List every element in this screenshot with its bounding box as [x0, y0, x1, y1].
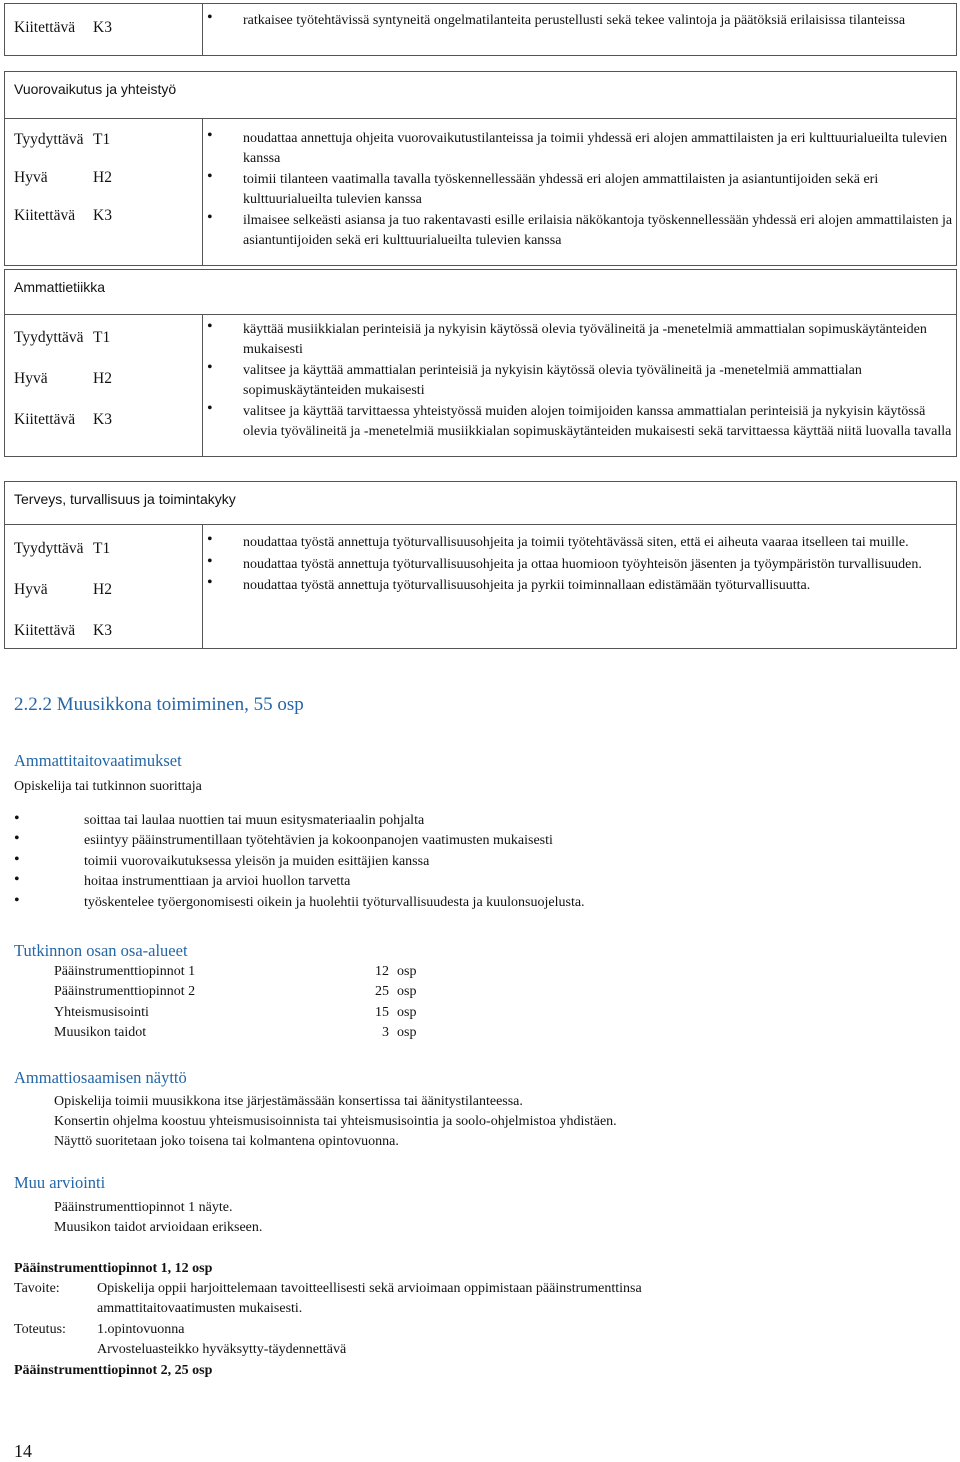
other-line: Pääinstrumenttiopinnot 1 näyte.	[54, 1200, 233, 1215]
criterion-item: • valitsee ja käyttää ammattialan perinteisiä ja nykyisin käytössä olevia työvälineitä ja -menetelmiä ammattialan sopimuskäytänteiden mukaisesti	[243, 361, 956, 400]
other-line: Muusikon taidot arvioidaan erikseen.	[54, 1220, 263, 1235]
criterion-item: • noudattaa työstä annettuja työturvallisuusohjeita ja pyrkii toiminnallaan edistämään työturvallisuutta.	[243, 576, 956, 596]
criteria-table-ammattietiikka	[4, 269, 957, 457]
skill-item: • esiintyy pääinstrumentillaan työtehtävien ja kokoonpanojen vaatimusten mukaisesti	[14, 831, 585, 851]
criterion-item: • valitsee ja käyttää tarvittaessa yhteistyössä muiden alojen toimijoiden kanssa ammattialan perinteisiä ja nykyisin käytössä olevia työvälineitä ja -menetelmiä musiikkialan sopimuskäytänteiden mukaisesti sekä tarvittaessa käyttää niitä luovalla tavalla	[243, 402, 956, 441]
level-code: K3	[93, 411, 112, 428]
course2-title: Pääinstrumenttiopinnot 2, 25 osp	[14, 1363, 213, 1378]
level-cell	[5, 315, 203, 457]
level-label: Kiitettävä	[14, 19, 76, 36]
level-cell	[5, 4, 203, 56]
level-label: Tyydyttävä	[14, 329, 84, 346]
criteria-cell	[203, 315, 957, 457]
level-code: K3	[93, 207, 112, 224]
skills-title: Ammattitaitovaatimukset	[14, 751, 182, 770]
area-name: Pääinstrumenttiopinnot 2	[54, 984, 196, 1000]
area-row	[54, 1003, 416, 1023]
level-label: Kiitettävä	[14, 622, 76, 639]
skills-intro: Opiskelija tai tutkinnon suorittaja	[14, 779, 202, 794]
level-code: K3	[93, 622, 112, 639]
demo-line: Näyttö suoritetaan joko toisena tai kolmantena opintovuonna.	[54, 1134, 399, 1149]
criteria-cell	[203, 525, 957, 649]
area-value: 25	[375, 984, 389, 1000]
level-code: H2	[93, 370, 112, 387]
course1-title: Pääinstrumenttiopinnot 1, 12 osp	[14, 1261, 213, 1276]
course1-goal-label: Tavoite:	[14, 1281, 60, 1296]
skill-item: • hoitaa instrumenttiaan ja arvioi huollon tarvetta	[14, 872, 585, 892]
area-name: Yhteismusisointi	[54, 1004, 149, 1020]
area-row	[54, 1023, 416, 1043]
section-heading: 2.2.2 Muusikkona toimiminen, 55 osp	[14, 694, 304, 715]
criterion-item: • noudattaa työstä annettuja työturvallisuusohjeita ja ottaa huomioon työyhteisön jäsenten ja työympäristön turvallisuuden.	[243, 555, 956, 575]
course1-goal-text	[97, 1279, 642, 1319]
area-value: 15	[375, 1004, 389, 1020]
criterion-item: • käyttää musiikkialan perinteisiä ja nykyisin käytössä olevia työvälineitä ja -menetelmiä ammattialan sopimuskäytänteiden mukaisesti	[243, 320, 956, 359]
page-number: 14	[14, 1441, 32, 1461]
area-unit: osp	[397, 1004, 417, 1020]
level-label: Kiitettävä	[14, 207, 76, 224]
areas-title: Tutkinnon osan osa-alueet	[14, 941, 188, 960]
other-title: Muu arviointi	[14, 1173, 106, 1192]
criterion-item: • noudattaa annettuja ohjeita vuorovaikutustilanteissa ja toimii yhdessä eri alojen ammattilaisten ja eri kulttuurialueilta tulevien kanssa	[243, 129, 956, 168]
criterion-item: • toimii tilanteen vaatimalla tavalla työskennellessään yhdessä eri alojen ammattilaisten ja asiantuntijoiden sekä eri kulttuurialueilta tulevien kanssa	[243, 170, 956, 209]
course1-goal-line: ammattitaitovaatimusten mukaisesti.	[97, 1301, 303, 1316]
criterion-item: • ilmaisee selkeästi asiansa ja tuo rakentavasti esille erilaisia näkökantoja työskennellessään yhdessä eri alojen ammattilaisten ja asiantuntijoiden sekä eri kulttuurialueilta tulevien kanssa	[243, 211, 956, 250]
other-text	[54, 1198, 262, 1238]
criteria-cell	[203, 119, 957, 266]
level-label: Tyydyttävä	[14, 131, 84, 148]
area-row	[54, 962, 416, 982]
area-name: Pääinstrumenttiopinnot 1	[54, 964, 196, 979]
area-unit: osp	[397, 1025, 417, 1041]
area-value: 3	[382, 1025, 389, 1041]
criteria-table-top	[4, 3, 957, 56]
course1-impl-line: 1.opintovuonna	[97, 1322, 185, 1337]
criterion-item: • ratkaisee työtehtävissä syntyneitä ongelmatilanteita perustellusti sekä tekee valintoja ja päätöksiä erilaisissa tilanteissa	[243, 11, 956, 31]
area-name: Muusikon taidot	[54, 1025, 147, 1041]
criterion-item: • noudattaa työstä annettuja työturvallisuusohjeita ja toimii työtehtävässä siten, että ei aiheuta vaaraa itselleen tai muille.	[243, 533, 956, 553]
section-title: Ammattietiikka	[5, 270, 957, 315]
demo-title: Ammattiosaamisen näyttö	[14, 1068, 187, 1087]
level-cell	[5, 119, 203, 266]
areas-list	[54, 962, 416, 1044]
level-label: Hyvä	[14, 370, 48, 387]
skills-list	[14, 811, 585, 913]
level-code: T1	[93, 329, 111, 346]
level-label: Hyvä	[14, 169, 48, 186]
level-code: T1	[93, 131, 111, 148]
criteria-table-terveys	[4, 481, 957, 649]
level-code: K3	[93, 19, 112, 36]
area-row	[54, 982, 416, 1002]
level-label: Hyvä	[14, 581, 48, 598]
criteria-cell	[203, 4, 957, 56]
course1-goal-line: Opiskelija oppii harjoittelemaan tavoitteellisesti sekä arvioimaan oppimistaan pääinstrumenttinsa	[97, 1281, 642, 1296]
demo-line: Opiskelija toimii muusikkona itse järjestämässään konsertissa tai äänitystilanteessa.	[54, 1094, 523, 1109]
criteria-table-vuorovaikutus	[4, 71, 957, 266]
skill-item: • soittaa tai laulaa nuottien tai muun esitysmateriaalin pohjalta	[14, 811, 585, 831]
area-value: 12	[375, 964, 389, 979]
course1-impl-text	[97, 1320, 346, 1360]
demo-text	[54, 1092, 617, 1152]
level-code: H2	[93, 581, 112, 598]
level-label: Kiitettävä	[14, 411, 76, 428]
demo-line: Konsertin ohjelma koostuu yhteismusisoinnista tai yhteismusisointia ja soolo-ohjelmistoa yhdistäen.	[54, 1114, 617, 1129]
skill-item: • toimii vuorovaikutuksessa yleisön ja muiden esittäjien kanssa	[14, 852, 585, 872]
course1-impl-line: Arvosteluasteikko hyväksytty-täydennettävä	[97, 1342, 347, 1357]
level-code: T1	[93, 540, 111, 557]
course1-impl-label: Toteutus:	[14, 1322, 66, 1337]
area-unit: osp	[397, 964, 417, 979]
level-label: Tyydyttävä	[14, 540, 84, 557]
skill-item: • työskentelee työergonomisesti oikein ja huolehtii työturvallisuudesta ja kuulonsuojelusta.	[14, 893, 585, 913]
section-title: Vuorovaikutus ja yhteistyö	[5, 72, 957, 119]
section-title: Terveys, turvallisuus ja toimintakyky	[5, 482, 957, 525]
area-unit: osp	[397, 984, 417, 1000]
level-code: H2	[93, 169, 112, 186]
level-cell	[5, 525, 203, 649]
